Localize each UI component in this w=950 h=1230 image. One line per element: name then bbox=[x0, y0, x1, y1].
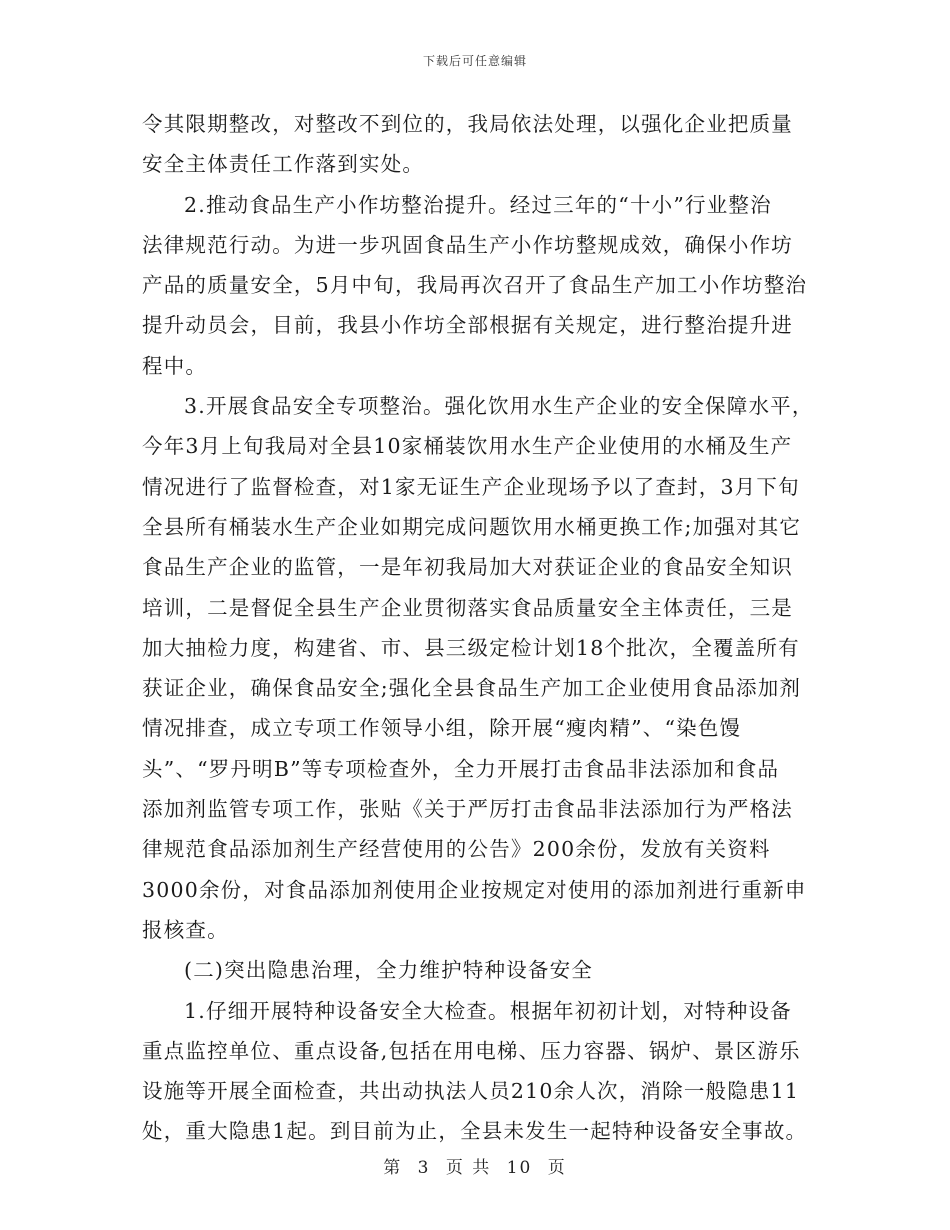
text-line: 情况排查，成立专项工作领导小组，除开展“瘦肉精”、“染色馒 bbox=[142, 716, 742, 741]
footer-prefix: 第 bbox=[383, 1158, 403, 1178]
text-line: 获证企业，确保食品安全;强化全县食品生产加工企业使用食品添加剂 bbox=[142, 676, 802, 701]
text-line: 令其限期整改，对整改不到位的，我局依法处理，以强化企业把质量 bbox=[142, 112, 793, 136]
text-line: 3.开展食品安全专项整治。强化饮用水生产企业的安全保障水平， bbox=[184, 394, 814, 419]
header-note: 下载后可任意编辑 bbox=[422, 54, 527, 68]
text-line: 设施等开展全面检查，共出动执法人员210余人次，消除一般隐患11 bbox=[142, 1079, 800, 1104]
text-line: 头”、“罗丹明B”等专项检查外，全力开展打击食品非法添加和食品 bbox=[142, 756, 780, 781]
text-line: 安全主体责任工作落到实处。 bbox=[142, 152, 425, 177]
text-line: 情况进行了监督检查，对1家无证生产企业现场予以了查封，3月下旬 bbox=[142, 474, 800, 499]
text-line: 处，重大隐患1起。到目前为止，全县未发生一起特种设备安全事故。 bbox=[142, 1119, 808, 1144]
footer-page-number: 3 bbox=[417, 1158, 431, 1178]
text-line: 添加剂监管专项工作，张贴《关于严厉打击食品非法添加行为严格法 bbox=[142, 797, 793, 822]
footer-middle: 页 共 bbox=[445, 1158, 492, 1178]
text-line: 加大抽检力度，构建省、市、县三级定检计划18个批次，全覆盖所有 bbox=[142, 635, 800, 660]
text-line: 产品的质量安全，5月中旬，我局再次召开了食品生产加工小作坊整治 bbox=[142, 273, 808, 298]
text-line: 培训，二是督促全县生产企业贯彻落实食品质量安全主体责任，三是 bbox=[142, 595, 793, 620]
text-line: 律规范食品添加剂生产经营使用的公告》200余份，发放有关资料 bbox=[142, 837, 771, 862]
text-line: 提升动员会，目前，我县小作坊全部根据有关规定，进行整治提升进 bbox=[142, 313, 793, 338]
text-line: 食品生产企业的监管，一是年初我局加大对获证企业的食品安全知识 bbox=[142, 555, 793, 580]
text-line: 法律规范行动。为进一步巩固食品生产小作坊整规成效，确保小作坊 bbox=[142, 232, 793, 257]
text-line: 今年3月上旬我局对全县10家桶装饮用水生产企业使用的水桶及生产 bbox=[142, 434, 793, 459]
text-line: 报核查。 bbox=[142, 917, 229, 942]
page-footer bbox=[0, 1153, 950, 1178]
text-line: 1.仔细开展特种设备安全大检查。根据年初初计划，对特种设备 bbox=[184, 998, 792, 1023]
text-line: 2.推动食品生产小作坊整治提升。经过三年的“十小”行业整治 bbox=[184, 192, 772, 217]
text-line: 3000余份，对食品添加剂使用企业按规定对使用的添加剂进行重新申 bbox=[142, 877, 807, 902]
text-line: 程中。 bbox=[142, 353, 208, 378]
text-line: 全县所有桶装水生产企业如期完成问题饮用水桶更换工作;加强对其它 bbox=[142, 514, 802, 539]
footer-total-pages: 10 bbox=[506, 1158, 533, 1178]
text-line: 重点监控单位、重点设备,包括在用电梯、压力容器、锅炉、景区游乐 bbox=[142, 1038, 801, 1063]
document-body bbox=[142, 104, 814, 1152]
text-line: (二)突出隐患治理，全力维护特种设备安全 bbox=[184, 958, 593, 983]
footer-suffix: 页 bbox=[547, 1158, 567, 1178]
